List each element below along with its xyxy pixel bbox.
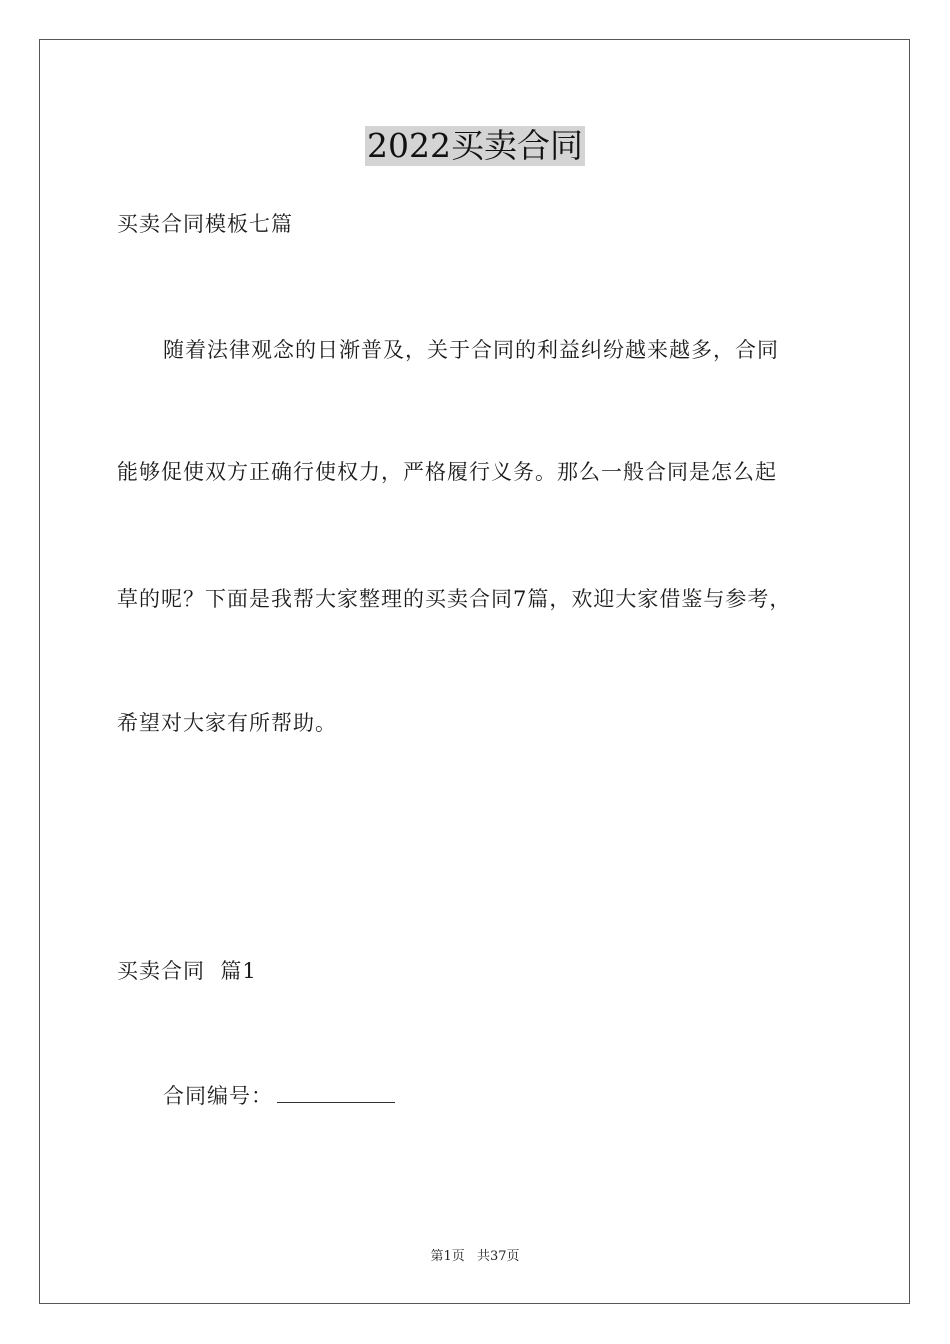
intro-line-1: 随着法律观念的日渐普及，关于合同的利益纠纷越来越多，合同 [163,338,779,362]
document-title: 2022买卖合同 [367,126,583,165]
intro-line-3: 草的呢？下面是我帮大家整理的买卖合同7篇，欢迎大家借鉴与参考， [117,587,792,611]
contract-number-blank [277,1084,395,1103]
contract-number-row [163,1082,395,1110]
intro-line-2: 能够促使双方正确行使权力，严格履行义务。那么一般合同是怎么起 [117,460,777,484]
page-footer [0,1248,950,1266]
section-heading: 买卖合同 篇1 [117,959,257,983]
page-number: 第1页 [430,1249,465,1264]
title-container [0,126,950,166]
intro-line-4: 希望对大家有所帮助。 [117,711,337,735]
contract-number-label: 合同编号： [163,1084,273,1108]
document-subtitle: 买卖合同模板七篇 [117,212,293,236]
page-total: 共37页 [476,1249,520,1264]
